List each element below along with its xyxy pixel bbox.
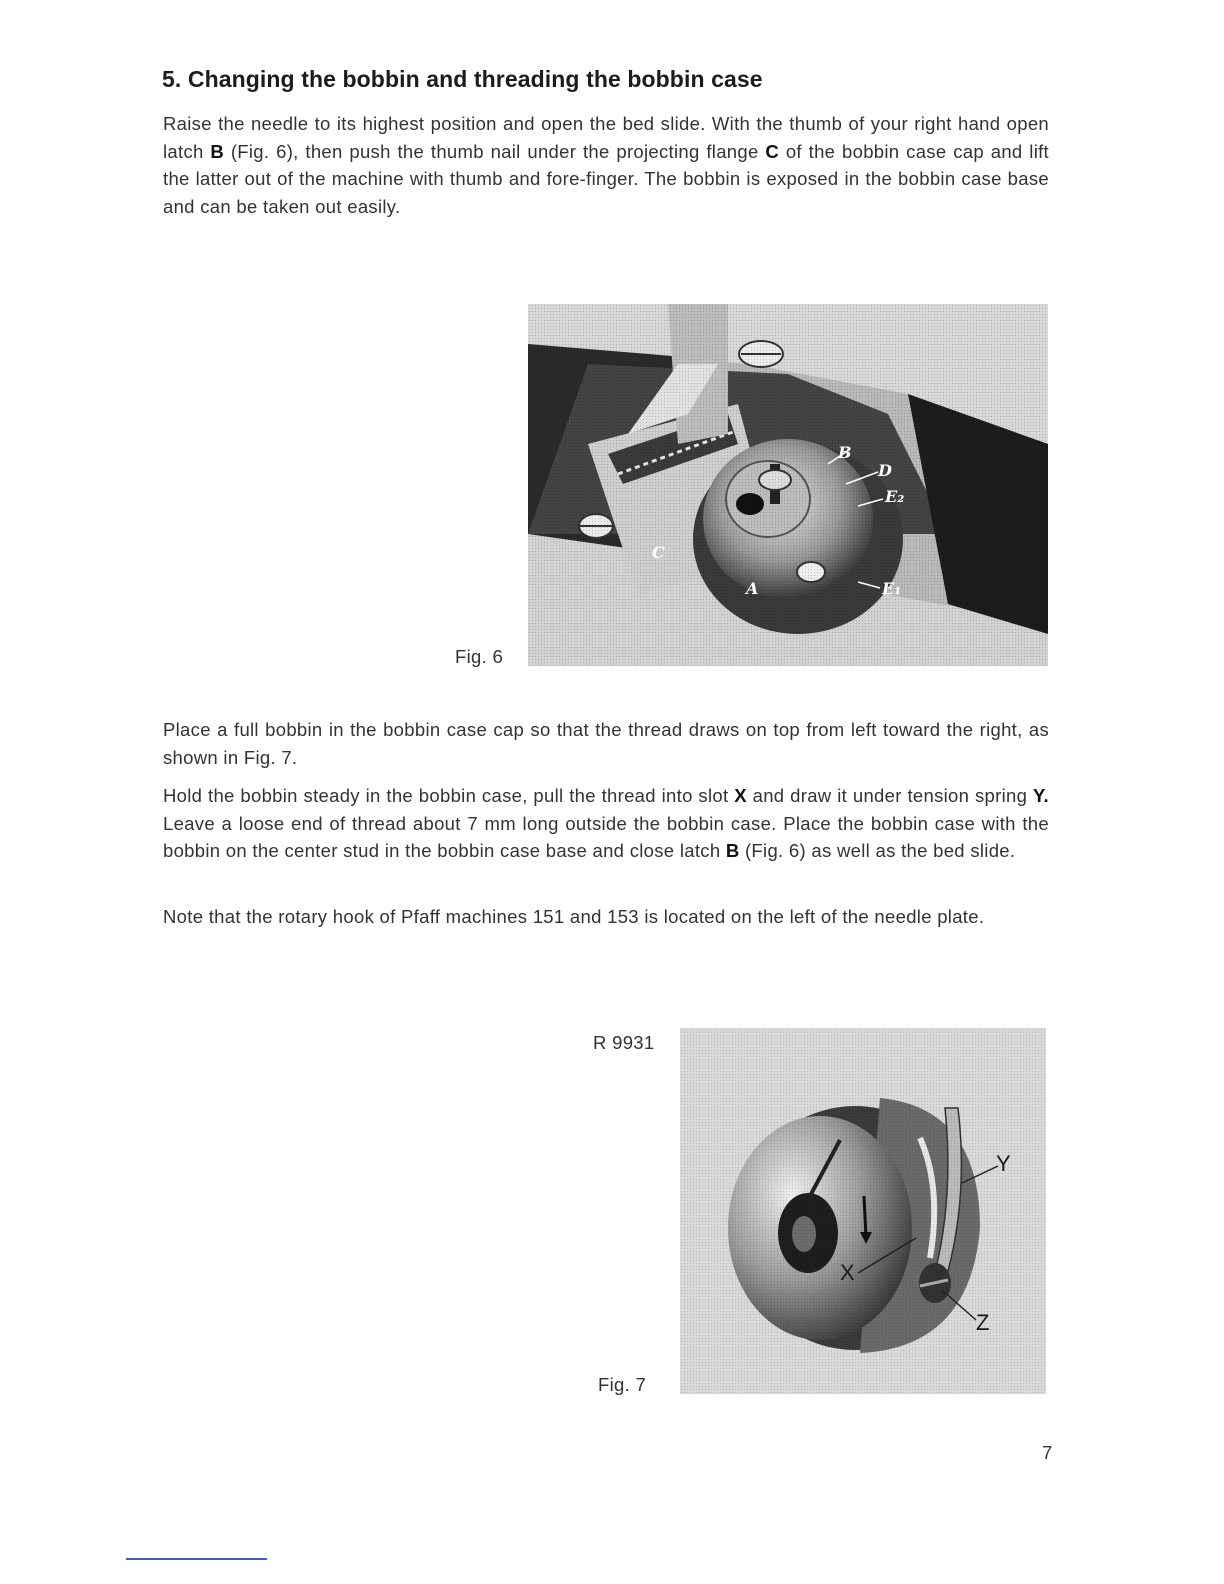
marker-b: B [838,443,852,462]
text-run: (Fig. 6) as well as the bed slide. [739,840,1016,861]
marker-a: A [746,579,759,598]
marker-z: Z [976,1310,990,1335]
text-run: Raise the needle to its highest position and open the bed slide. With the thumb of your right hand open latch [163,113,1049,162]
text-run: and draw it under tension spring [746,785,1033,806]
page-number: 7 [1042,1442,1053,1463]
divider [126,1558,267,1560]
figure-7-photo [680,1028,1046,1394]
bobbin-case-illustration [680,1028,1046,1394]
text-run: (Fig. 6), then push the thumb nail under the projecting flange [224,140,766,162]
bold-term: C [765,140,780,162]
marker-e1: E₁ [882,579,902,598]
figure-6-photo [528,304,1048,666]
reference-code: R 9931 [593,1032,655,1053]
figure-6-label: Fig. 6 [455,646,504,667]
text-run: Hold the bobbin steady in the bobbin case, pull the thread into slot [163,785,735,806]
bold-term: B [725,840,740,861]
bobbin-hook-illustration [528,304,1048,666]
marker-x: X [840,1260,855,1285]
paragraph-remove-bobbin [163,110,1049,220]
bold-term: X [734,785,747,806]
paragraph-thread-bobbin [163,782,1049,865]
figure-7-label: Fig. 7 [598,1374,647,1395]
marker-e2: E₂ [885,487,905,506]
bold-term: Y. [1032,785,1049,806]
marker-y: Y [996,1151,1011,1176]
bold-term: B [210,140,225,162]
paragraph-note: Note that the rotary hook of Pfaff machines 151 and 153 is located on the left of the needle plate. [163,906,985,927]
marker-d: D [878,461,892,480]
text-run: Leave a loose end of thread about 7 mm long outside the bobbin case. Place the bobbin case with the bobbin on the center stud in the bobbin case base and close latch [163,812,1049,861]
marker-c: C [652,543,665,562]
paragraph-place-bobbin: Place a full bobbin in the bobbin case cap so that the thread draws on top from left toward the right, as shown in Fig. 7. [163,719,1049,768]
text-run: of the bobbin case cap and lift the latter out of the machine with thumb and fore-finger. The bobbin is exposed in the bobbin case base and can be taken out easily. [163,140,1049,217]
section-heading: 5. Changing the bobbin and threading the bobbin case [162,66,763,92]
